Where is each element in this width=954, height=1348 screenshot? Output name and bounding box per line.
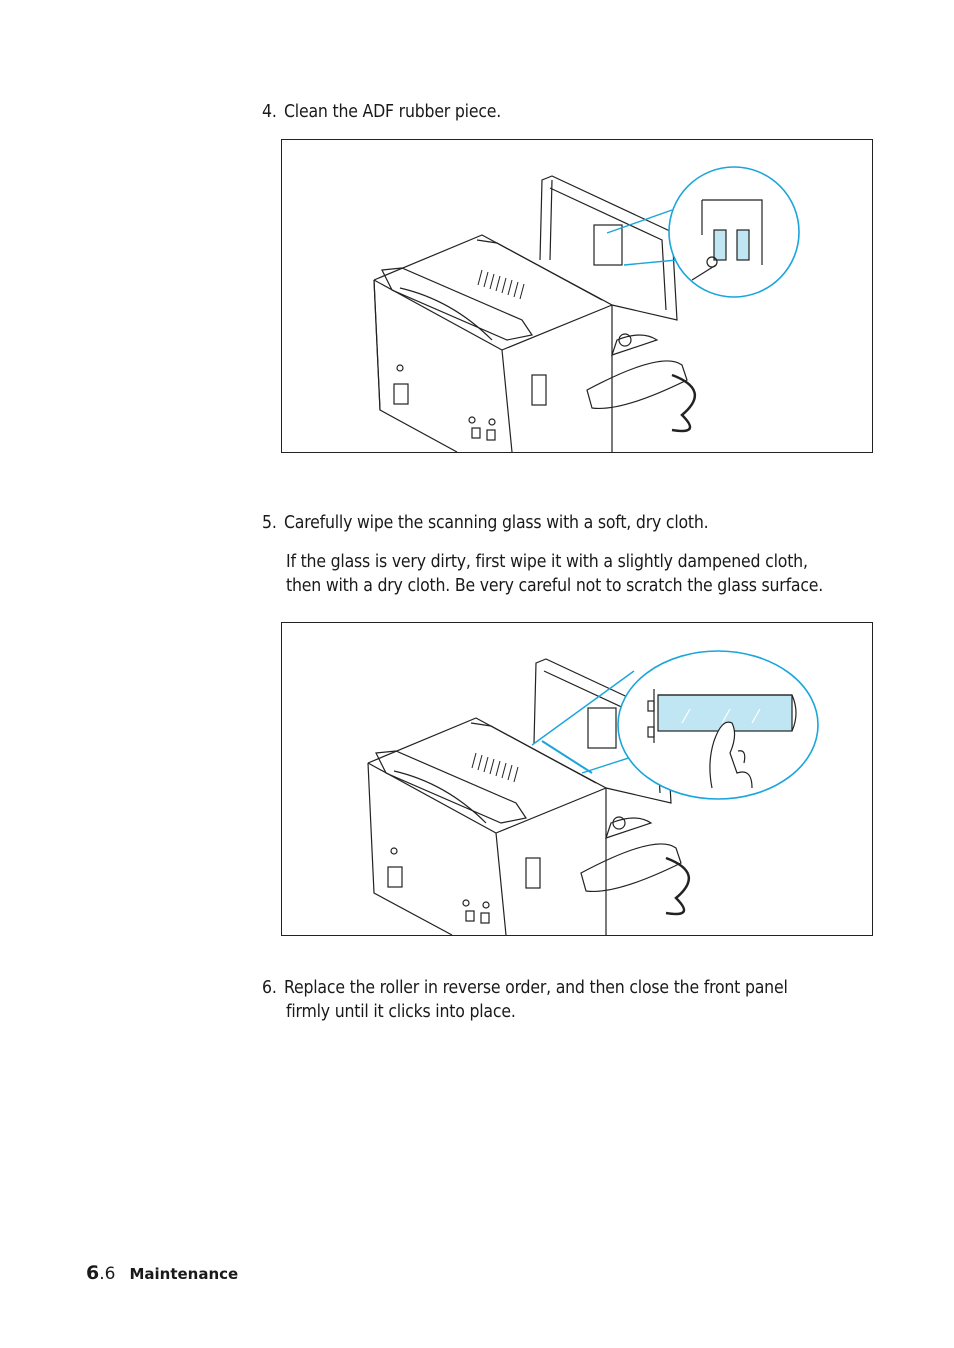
- note-line: If the glass is very dirty, first wipe it with a slightly dampened cloth,: [286, 552, 808, 572]
- step-number: 6.: [262, 978, 277, 998]
- section-title: Maintenance: [129, 1265, 239, 1283]
- chapter-number: 6: [86, 1262, 100, 1284]
- page-number: .6: [99, 1264, 116, 1284]
- step-number: 5.: [262, 513, 277, 533]
- note-line: then with a dry cloth. Be very careful not to scratch the glass surface.: [286, 576, 824, 596]
- step-text: Replace the roller in reverse order, and then close the front panel: [284, 978, 788, 998]
- fax-machine-illustration: [282, 140, 872, 452]
- step-4: [262, 100, 501, 124]
- magnified-callout: [532, 651, 818, 799]
- page-footer: [86, 1262, 238, 1290]
- step-6: [262, 976, 788, 1024]
- figure-adf-rubber: [281, 139, 873, 453]
- step-number: 4.: [262, 102, 277, 122]
- step-text: Carefully wipe the scanning glass with a soft, dry cloth.: [284, 513, 709, 533]
- magnified-callout: [607, 167, 799, 297]
- fax-machine-illustration: [282, 623, 872, 935]
- step-text-continued: firmly until it clicks into place.: [286, 1002, 516, 1022]
- step-5-note: [286, 550, 886, 598]
- figure-scanning-glass: [281, 622, 873, 936]
- step-5: [262, 511, 709, 535]
- step-text: Clean the ADF rubber piece.: [284, 102, 502, 122]
